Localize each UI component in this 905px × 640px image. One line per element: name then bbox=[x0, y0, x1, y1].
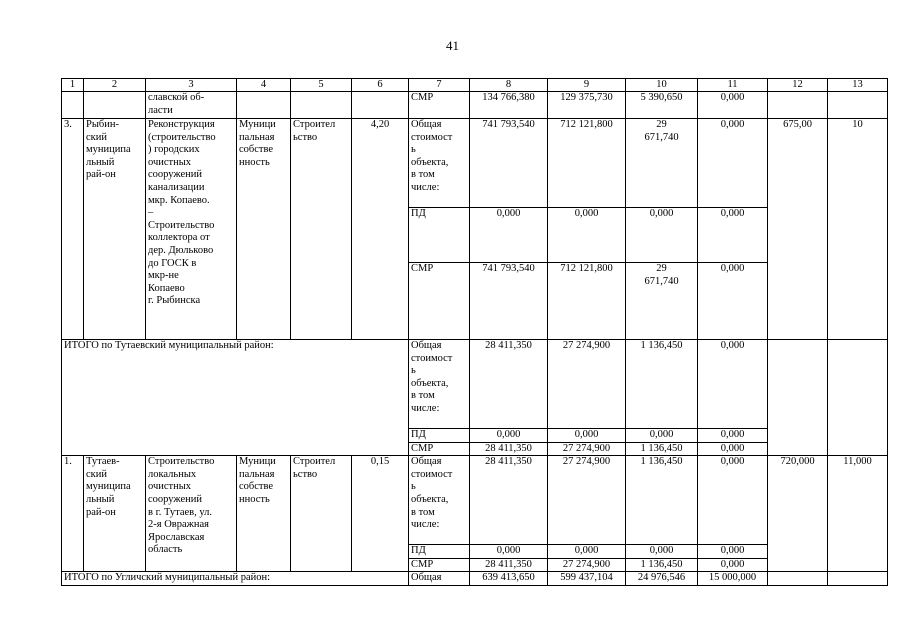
cost-type-cell: СМР bbox=[409, 558, 470, 572]
header-cell: 7 bbox=[409, 79, 470, 92]
value-cell: 1 136,450 bbox=[626, 442, 698, 456]
cost-type-cell: Общая стоимост ь объекта, в том числе: bbox=[409, 456, 470, 545]
value-cell: 0,000 bbox=[698, 119, 768, 208]
header-cell: 8 bbox=[470, 79, 548, 92]
value-cell: 5 390,650 bbox=[626, 92, 698, 119]
value-cell: 29 671,740 bbox=[626, 263, 698, 340]
value-cell: 0,000 bbox=[470, 545, 548, 559]
value-cell: 1 136,450 bbox=[626, 456, 698, 545]
table-row bbox=[62, 92, 888, 119]
cost-type-cell: СМР bbox=[409, 442, 470, 456]
work-type-cell: Строител ьство bbox=[291, 456, 352, 572]
value-cell: 24 976,546 bbox=[626, 572, 698, 586]
header-cell: 1 bbox=[62, 79, 84, 92]
value-cell: 0,000 bbox=[626, 545, 698, 559]
value-cell: 599 437,104 bbox=[548, 572, 626, 586]
value-cell: 0,000 bbox=[626, 429, 698, 443]
header-cell: 12 bbox=[768, 79, 828, 92]
value-cell: 741 793,540 bbox=[470, 119, 548, 208]
value-cell: 28 411,350 bbox=[470, 340, 548, 429]
cost-type-cell: ПД bbox=[409, 429, 470, 443]
value-cell: 720,000 bbox=[768, 456, 828, 572]
value-cell: 1 136,450 bbox=[626, 340, 698, 429]
cost-type-cell: ПД bbox=[409, 208, 470, 263]
value-cell: 0,000 bbox=[698, 208, 768, 263]
header-cell: 11 bbox=[698, 79, 768, 92]
header-row bbox=[62, 79, 888, 92]
table-row bbox=[62, 456, 888, 545]
table-row bbox=[62, 119, 888, 208]
object-name-cell: Реконструкция (строительство ) городских очистных сооружений канализации мкр. Копаево. – Строительство коллектора от дер. Дюльково до ГОСК в мкр-не Копаево г. Рыбинска bbox=[146, 119, 237, 340]
ownership-cell: Муници пальная собстве нность bbox=[237, 119, 291, 340]
value-cell: 28 411,350 bbox=[470, 456, 548, 545]
value-cell: 0,000 bbox=[698, 429, 768, 443]
capacity-cell: 4,20 bbox=[352, 119, 409, 340]
value-cell: 639 413,650 bbox=[470, 572, 548, 586]
row-number: 1. bbox=[62, 456, 84, 572]
value-cell: 0,000 bbox=[698, 263, 768, 340]
value-cell: 1 136,450 bbox=[626, 558, 698, 572]
value-cell: 675,00 bbox=[768, 119, 828, 340]
header-cell: 13 bbox=[828, 79, 888, 92]
district-cell: Тутаев- ский муниципа льный рай-он bbox=[84, 456, 146, 572]
header-cell: 6 bbox=[352, 79, 409, 92]
value-cell: 0,000 bbox=[626, 208, 698, 263]
total-row bbox=[62, 572, 888, 586]
value-cell: 29 671,740 bbox=[626, 119, 698, 208]
value-cell: 0,000 bbox=[548, 208, 626, 263]
value-cell: 27 274,900 bbox=[548, 442, 626, 456]
header-cell: 10 bbox=[626, 79, 698, 92]
value-cell: 27 274,900 bbox=[548, 456, 626, 545]
value-cell: 11,000 bbox=[828, 456, 888, 572]
investment-table bbox=[61, 78, 888, 586]
value-cell: 0,000 bbox=[698, 442, 768, 456]
value-cell: 28 411,350 bbox=[470, 442, 548, 456]
value-cell: 129 375,730 bbox=[548, 92, 626, 119]
row-number: 3. bbox=[62, 119, 84, 340]
total-row bbox=[62, 340, 888, 429]
value-cell: 0,000 bbox=[470, 429, 548, 443]
header-cell: 9 bbox=[548, 79, 626, 92]
total-label: ИТОГО по Тутаевский муниципальный район: bbox=[62, 340, 409, 456]
cost-type-cell: Общая bbox=[409, 572, 470, 586]
page-number: 41 bbox=[446, 38, 459, 53]
value-cell: 10 bbox=[828, 119, 888, 340]
value-cell: 27 274,900 bbox=[548, 558, 626, 572]
value-cell: 0,000 bbox=[698, 340, 768, 429]
header-cell: 2 bbox=[84, 79, 146, 92]
header-cell: 3 bbox=[146, 79, 237, 92]
district-cell: Рыбин- ский муниципа льный рай-он bbox=[84, 119, 146, 340]
value-cell: 15 000,000 bbox=[698, 572, 768, 586]
value-cell: 0,000 bbox=[698, 558, 768, 572]
value-cell: 0,000 bbox=[698, 92, 768, 119]
object-name-cell: славской об- ласти bbox=[146, 92, 237, 119]
value-cell: 27 274,900 bbox=[548, 340, 626, 429]
total-label: ИТОГО по Угличский муниципальный район: bbox=[62, 572, 409, 586]
value-cell: 0,000 bbox=[698, 456, 768, 545]
capacity-cell: 0,15 bbox=[352, 456, 409, 572]
value-cell: 0,000 bbox=[470, 208, 548, 263]
work-type-cell: Строител ьство bbox=[291, 119, 352, 340]
object-name-cell: Строительство локальных очистных сооружений в г. Тутаев, ул. 2-я Овражная Ярославская область bbox=[146, 456, 237, 572]
cost-type-cell: СМР bbox=[409, 92, 470, 119]
value-cell: 134 766,380 bbox=[470, 92, 548, 119]
value-cell: 0,000 bbox=[698, 545, 768, 559]
value-cell: 741 793,540 bbox=[470, 263, 548, 340]
value-cell: 712 121,800 bbox=[548, 263, 626, 340]
value-cell: 0,000 bbox=[548, 545, 626, 559]
ownership-cell: Муници пальная собстве нность bbox=[237, 456, 291, 572]
value-cell: 712 121,800 bbox=[548, 119, 626, 208]
cost-type-cell: СМР bbox=[409, 263, 470, 340]
header-cell: 5 bbox=[291, 79, 352, 92]
cost-type-cell: ПД bbox=[409, 545, 470, 559]
value-cell: 28 411,350 bbox=[470, 558, 548, 572]
cost-type-cell: Общая стоимост ь объекта, в том числе: bbox=[409, 119, 470, 208]
value-cell: 0,000 bbox=[548, 429, 626, 443]
header-cell: 4 bbox=[237, 79, 291, 92]
cost-type-cell: Общая стоимост ь объекта, в том числе: bbox=[409, 340, 470, 429]
